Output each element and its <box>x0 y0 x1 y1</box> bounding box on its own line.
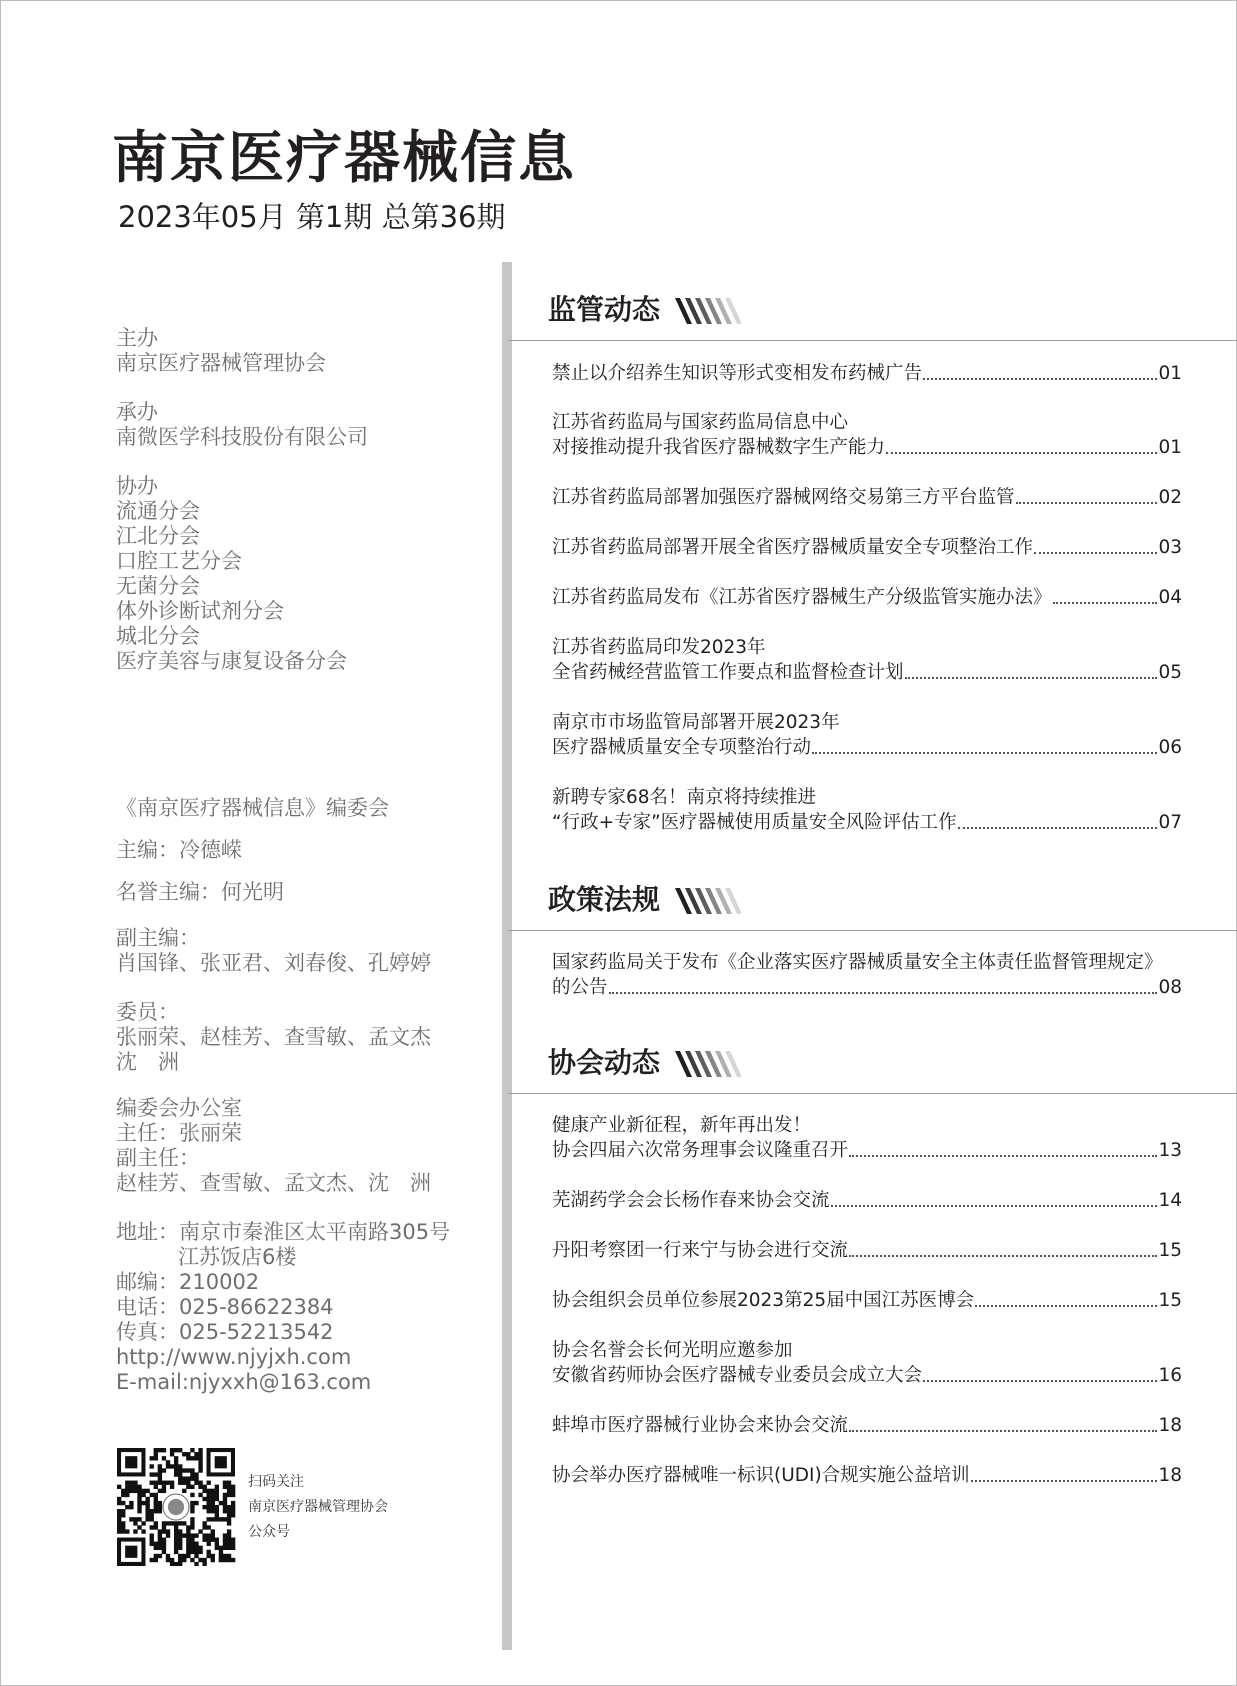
co-organizer-block <box>116 474 496 674</box>
toc-entry[interactable] <box>552 1288 1182 1313</box>
contact-block <box>116 1220 496 1395</box>
toc-entry-title: 芜湖药学会会长杨作春来协会交流 <box>552 1190 830 1211</box>
toc-leader-dots <box>958 826 1158 829</box>
qr-caption-line: 公众号 <box>248 1524 290 1540</box>
co-organizer-item: 口腔工艺分会 <box>116 549 242 573</box>
co-organizer-item: 医疗美容与康复设备分会 <box>116 649 347 673</box>
toc-entry-title: 对接推动提升我省医疗器械数字生产能力 <box>552 437 886 458</box>
toc-page-number: 01 <box>1158 363 1182 384</box>
toc-leader-dots <box>905 676 1158 679</box>
section-title: 监管动态 <box>548 293 661 326</box>
section-title: 政策法规 <box>548 883 661 916</box>
co-organizer-item: 江北分会 <box>116 524 200 548</box>
organizer-block <box>116 400 496 450</box>
toc-entry-title: 丹阳考察团一行来宁与协会进行交流 <box>552 1240 849 1261</box>
host-label: 主办 <box>116 326 158 350</box>
toc-page-number: 15 <box>1158 1240 1182 1261</box>
toc-leader-dots <box>849 1154 1157 1157</box>
office-deputies: 赵桂芳、查雪敏、孟文杰、沈 洲 <box>116 1171 431 1195</box>
toc-page-number: 15 <box>1158 1290 1182 1311</box>
honorary-editor-block <box>116 880 496 905</box>
toc-entry-title-line1: 协会名誉会长何光明应邀参加 <box>552 1340 793 1361</box>
deputy-editor-label: 副主编： <box>116 926 200 950</box>
section-rule <box>508 1093 1237 1094</box>
toc-entry[interactable] <box>552 1413 1182 1438</box>
qr-caption-line: 南京医疗器械管理协会 <box>248 1499 388 1515</box>
toc-page-number: 18 <box>1158 1415 1182 1436</box>
chief-editor: 主编：冷德嵘 <box>116 838 242 862</box>
co-organizer-item: 无菌分会 <box>116 574 200 598</box>
toc-entry-title: “行政+专家”医疗器械使用质量安全风险评估工作 <box>552 812 957 833</box>
organizer-label: 承办 <box>116 400 158 424</box>
co-organizer-item: 体外诊断试剂分会 <box>116 599 284 623</box>
toc-entry[interactable] <box>552 361 1182 386</box>
toc-leader-dots <box>923 377 1157 380</box>
toc-page-number: 01 <box>1158 437 1182 458</box>
toc-leader-dots <box>1053 601 1158 604</box>
toc-entry[interactable] <box>552 410 1182 460</box>
honorary-editor: 名誉主编：何光明 <box>116 880 284 904</box>
toc-entry-title: 江苏省药监局发布《江苏省医疗器械生产分级监管实施办法》 <box>552 587 1052 608</box>
committee-title: 《南京医疗器械信息》编委会 <box>116 796 389 820</box>
host-name: 南京医疗器械管理协会 <box>116 351 326 375</box>
toc-entry-title-line1: 国家药监局关于发布《企业落实医疗器械质量安全主体责任监督管理规定》 <box>552 952 1163 973</box>
host-block <box>116 326 496 376</box>
toc-entry[interactable] <box>552 1188 1182 1213</box>
toc-page-number: 14 <box>1158 1190 1182 1211</box>
email-link[interactable]: E-mail:njyxxh@163.com <box>116 1370 372 1394</box>
members-block <box>116 1000 496 1075</box>
address: 地址：南京市秦淮区太平南路305号 <box>116 1220 451 1244</box>
toc-leader-dots <box>1016 501 1158 504</box>
publication-title: 南京医疗器械信息 <box>112 126 576 191</box>
toc-entry[interactable] <box>552 535 1182 560</box>
toc-leader-dots <box>975 1304 1157 1307</box>
address-line2: 江苏饭店6楼 <box>178 1245 297 1269</box>
toc-leader-dots <box>831 1204 1158 1207</box>
issue-info: 2023年05月 第1期 总第36期 <box>118 200 506 234</box>
toc-entry-title-line1: 南京市市场监管局部署开展2023年 <box>552 712 840 733</box>
toc-page-number: 18 <box>1158 1465 1182 1486</box>
toc-leader-dots <box>812 751 1157 754</box>
toc-page-number: 03 <box>1158 537 1182 558</box>
column-divider <box>502 262 512 1650</box>
toc-entry[interactable] <box>552 635 1182 685</box>
deputy-editor-block <box>116 926 496 976</box>
toc-page-number: 04 <box>1158 587 1182 608</box>
toc-entry-title-line1: 新聘专家68名！南京将持续推进 <box>552 787 817 808</box>
toc-entry-title: 江苏省药监局部署加强医疗器械网络交易第三方平台监管 <box>552 487 1015 508</box>
section-header-regulatory <box>508 290 1237 350</box>
toc-page-number: 07 <box>1158 812 1182 833</box>
toc-entry-title: 全省药械经营监管工作要点和监督检查计划 <box>552 662 904 683</box>
co-organizer-item: 流通分会 <box>116 499 200 523</box>
office-block <box>116 1096 496 1196</box>
toc-entry[interactable] <box>552 1113 1182 1163</box>
stripes-decoration <box>675 1049 741 1079</box>
qr-caption-line: 扫码关注 <box>248 1474 304 1490</box>
toc-entry-title-line1: 健康产业新征程，新年再出发！ <box>552 1115 812 1136</box>
toc-entry[interactable] <box>552 1463 1182 1488</box>
section-title: 协会动态 <box>548 1046 661 1079</box>
deputy-editors: 肖国锋、张亚君、刘春俊、孔婷婷 <box>116 951 431 975</box>
section-rule <box>508 930 1237 931</box>
toc-entry-title: 禁止以介绍养生知识等形式变相发布药械广告 <box>552 363 923 384</box>
toc-entry-title-line1: 江苏省药监局与国家药监局信息中心 <box>552 412 849 433</box>
toc-entry-title: 协会举办医疗器械唯一标识(UDI)合规实施公益培训 <box>552 1465 970 1486</box>
qr-code <box>117 1448 237 1566</box>
toc-leader-dots <box>971 1479 1158 1482</box>
organizer-name: 南微医学科技股份有限公司 <box>116 425 368 449</box>
toc-entry-title: 的公告 <box>552 977 608 998</box>
toc-page-number: 02 <box>1158 487 1182 508</box>
phone: 电话：025-86622384 <box>116 1295 334 1319</box>
website-link[interactable]: http://www.njyjxh.com <box>116 1345 352 1369</box>
section-rule <box>508 340 1237 341</box>
office-director: 主任：张丽荣 <box>116 1121 242 1145</box>
toc-leader-dots <box>923 1379 1157 1382</box>
toc-entry-title: 安徽省药师协会医疗器械专业委员会成立大会 <box>552 1365 923 1386</box>
toc-leader-dots <box>849 1254 1157 1257</box>
toc-leader-dots <box>886 451 1157 454</box>
chief-editor-block <box>116 838 496 863</box>
toc-leader-dots <box>609 991 1158 994</box>
toc-page-number: 05 <box>1158 662 1182 683</box>
toc-page-number: 13 <box>1158 1140 1182 1161</box>
toc-entry-title: 江苏省药监局部署开展全省医疗器械质量安全专项整治工作 <box>552 537 1034 558</box>
toc-entry-title: 蚌埠市医疗器械行业协会来协会交流 <box>552 1415 849 1436</box>
toc-leader-dots <box>1034 551 1157 554</box>
fax: 传真：025-52213542 <box>116 1320 334 1344</box>
stripes-decoration <box>675 886 741 916</box>
toc-entry-title: 协会四届六次常务理事会议隆重召开 <box>552 1140 849 1161</box>
toc-entry[interactable] <box>552 950 1182 1000</box>
office-label: 编委会办公室 <box>116 1096 242 1120</box>
toc-entry[interactable] <box>552 585 1182 610</box>
toc-entry[interactable] <box>552 485 1182 510</box>
toc-entry-title: 协会组织会员单位参展2023第25届中国江苏医博会 <box>552 1290 975 1311</box>
postcode: 邮编：210002 <box>116 1270 260 1294</box>
section-header-association <box>508 1043 1237 1103</box>
committee-block <box>116 796 496 821</box>
office-deputy-label: 副主任： <box>116 1146 200 1170</box>
toc-entry-title-line1: 江苏省药监局印发2023年 <box>552 637 766 658</box>
section-header-policy <box>508 880 1237 940</box>
toc-entry[interactable] <box>552 1338 1182 1388</box>
members-label: 委员： <box>116 1000 179 1024</box>
toc-entry[interactable] <box>552 1238 1182 1263</box>
toc-page-number: 08 <box>1158 977 1182 998</box>
members-line: 沈 洲 <box>116 1050 179 1074</box>
toc-page-number: 16 <box>1158 1365 1182 1386</box>
toc-entry[interactable] <box>552 785 1182 835</box>
stripes-decoration <box>675 296 741 326</box>
toc-entry-title: 医疗器械质量安全专项整治行动 <box>552 737 812 758</box>
toc-page-number: 06 <box>1158 737 1182 758</box>
co-organizer-item: 城北分会 <box>116 624 200 648</box>
co-organizer-label: 协办 <box>116 474 158 498</box>
members-line: 张丽荣、赵桂芳、查雪敏、孟文杰 <box>116 1025 431 1049</box>
toc-entry[interactable] <box>552 710 1182 760</box>
qr-caption <box>248 1470 388 1545</box>
toc-leader-dots <box>849 1429 1157 1432</box>
